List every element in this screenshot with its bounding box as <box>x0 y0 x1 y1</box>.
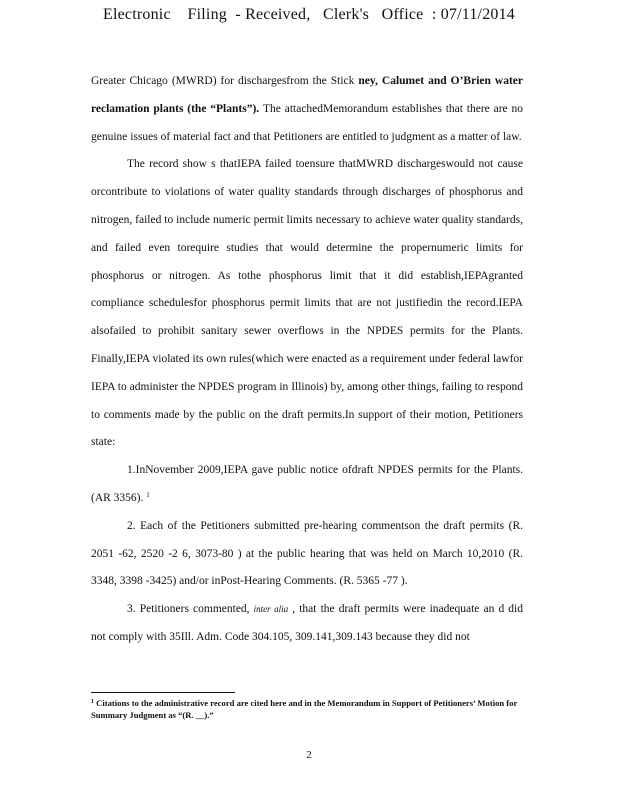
paragraph-item-3-italic: inter alia <box>253 604 289 615</box>
paragraph-intro-bold: ney, Calumet and O’Brien water reclamation plants (the “Plants”). <box>91 75 523 115</box>
paragraph-item-1 <box>91 457 523 513</box>
paragraph-item-3-text-b: , that the draft permits were inadequate an d did not comply with 35Ill. Adm. Code 304.105, 309.141,309.143 because they did not <box>91 603 523 643</box>
footnote-text: Citations to the administrative record are cited here and in the Memorandum in Support of Petitioners’ Motion for Summary Judgment as “(R. __).” <box>91 698 518 720</box>
footnote-reference: 1 <box>146 490 150 499</box>
footnote-marker: 1 <box>91 699 94 705</box>
paragraph-record: The record show s thatIEPA failed toensure thatMWRD dischargeswould not cause orcontribute to violations of water quality standards through discharges of phosphorus and nitrogen, failed to include numeric permit limits necessary to achieve water quality standards, and failed even torequire studies that would determine the propernumeric limits for phosphorus or nitrogen. As tothe phosphorus limit that it did establish,IEPAgranted compliance schedulesfor phosphorus permit limits that are not justifiedin the record.IEPA alsofailed to prohibit sanitary sewer overflows in the NPDES permits for the Plants. Finally,IEPA violated its own rules(which were enacted as a requirement under federal lawfor IEPA to administer the NPDES program in Illinois) by, among other things, failing to respond to comments made by the public on the draft permits.In support of their motion, Petitioners state: <box>91 158 523 449</box>
footnote <box>91 697 521 721</box>
page-number: 2 <box>306 749 312 761</box>
footnote-divider <box>91 692 235 693</box>
paragraph-intro <box>91 68 523 151</box>
paragraph-intro-text-c: The attachedMemorandum establishes that there are no genuine issues of material fact and that Petitioners are entitled to judgment as a matter of law. <box>91 102 523 143</box>
paragraph-item-2: 2. Each of the Petitioners submitted pre-hearing commentson the draft permits (R. 2051 -62, 2520 -2 6, 3073-80 ) at the public hearing that was held on March 10,2010 (R. 3348, 3398 -3425) and/or inPost-Hearing Comments. (R. 5365 -77 ). <box>91 519 523 588</box>
paragraph-item-3-text-a: 3. Petitioners commented, <box>127 603 254 616</box>
paragraph-item-3 <box>91 596 523 652</box>
document-body <box>91 68 523 652</box>
filing-stamp-header: Electronic Filing - Received, Clerk's Office : 07/11/2014 <box>103 6 515 23</box>
paragraph-intro-text-a: Greater Chicago (MWRD) for dischargesfrom the Stick <box>91 75 359 87</box>
paragraph-item-1-text: 1.InNovember 2009,IEPA gave public notice ofdraft NPDES permits for the Plants. (AR 3356). <box>91 464 523 504</box>
